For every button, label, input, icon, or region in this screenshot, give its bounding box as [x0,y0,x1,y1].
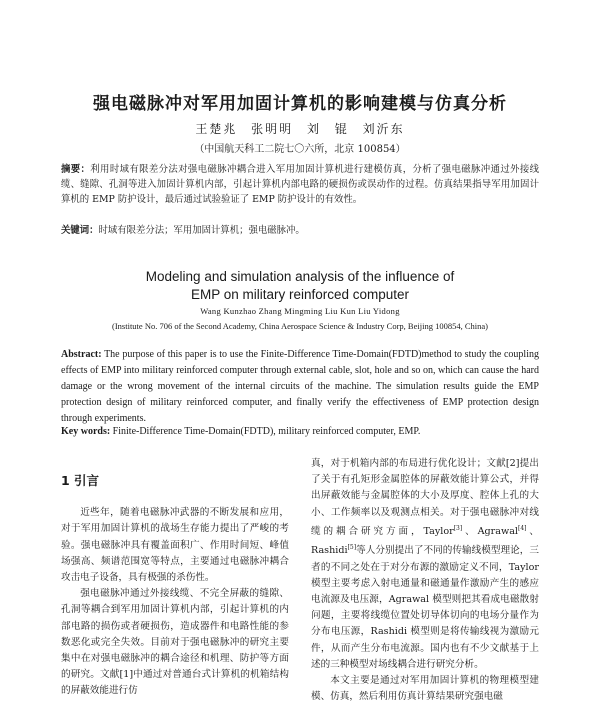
body-paragraph: 近些年，随着电磁脉冲武器的不断发展和应用，对于军用加固计算机的战场生存能力提出了严峻的考验。强电磁脉冲具有覆盖面积广、作用时间短、峰值场强高、频谱范围宽等特点，主要通过电磁脉冲耦合攻击电子设备，具有极强的杀伤性。 [61,507,289,584]
english-authors: Wang Kunzhao Zhang Mingming Liu Kun Liu Yidong [200,306,400,316]
english-title-line2: EMP on military reinforced computer [190,287,410,302]
body-paragraph: 强电磁脉冲通过外接线缆、不完全屏蔽的缝隙、孔洞等耦合到军用加固计算机内部，引起计算机的内部电路的损伤或者硬损伤，造成器件和电路性能的参数恶化或完全失效。目前对于强电磁脉冲的研究主要集中在对强电磁脉冲的耦合途径和机理、防护等方面的研究。文献[1]中通过对普通台式计算机的机箱结构的屏蔽效能进行仿 [61,588,289,697]
body-text: 、Rashidi [311,526,539,557]
chinese-keywords-text: 时域有限差分法；军用加固计算机；强电磁脉冲。 [98,225,305,236]
chinese-abstract-text: 利用时域有限差分法对强电磁脉冲耦合进入军用加固计算机进行建模仿真，分析了强电磁脉冲通过外接线缆、缝隙、孔洞等进入加固计算机内部，引起计算机内部电路的硬损伤或误动作的过程。仿真结果指导军用加固计算机的 EMP 防护设计，最后通过试验验证了 EMP 防护设计的有效性。 [61,164,539,205]
english-abstract-label: Abstract: [61,349,102,360]
english-title [0,268,600,304]
body-text: 真，对于机箱内部的布局进行优化设计；文献[2]提出了关于有孔矩形金属腔体的屏蔽效能计算公式，并得出屏蔽效能与金属腔体的大小及厚度、腔体上孔的大小、工作频率以及观测点相关。对于强电磁脉冲对线缆的耦合研究方面，Taylor [311,458,539,537]
english-keywords-label: Key words: [61,426,111,437]
body-paragraph: 本文主要是通过对军用加固计算机的物理模型建模、仿真，然后利用仿真计算结果研究强电磁 [311,675,539,703]
english-keywords-text: Finite-Difference Time-Domain(FDTD), military reinforced computer, EMP. [112,426,421,437]
chinese-title: 强电磁脉冲对军用加固计算机的影响建模与仿真分析 [93,94,507,114]
chinese-affiliation: （中国航天科工二院七〇六所，北京 100854） [194,144,406,155]
english-keywords [61,426,539,437]
chinese-authors: 王楚兆 张明明 刘 锟 刘沂东 [195,122,405,136]
chinese-keywords [61,222,539,236]
body-paragraph [311,456,539,673]
english-abstract [61,347,539,427]
citation-ref: [4] [517,524,527,532]
section-heading-introduction: 1 引言 [61,473,100,488]
english-title-line1: Modeling and simulation analysis of the influence of [145,269,455,284]
chinese-abstract-label: 摘要： [61,164,91,175]
chinese-abstract [61,162,539,207]
english-affiliation: (Institute No. 706 of the Second Academy, China Aerospace Science & Industry Corp, Beijing 100854, China) [112,321,488,331]
body-left-column [61,458,289,700]
english-abstract-text: The purpose of this paper is to use the Finite-Difference Time-Domain(FDTD)method to study the coupling effects of EMP into military reinforced computer through external cable, slot, hole and so on, which can cause the hard damage or the wrong movement of the internal circuits of the machine. The simulation results guide the EMP protection design of military reinforced computer, and finally verify the effectiveness of EMP protection design through experiments. [61,349,539,424]
chinese-keywords-label: 关键词： [61,225,99,236]
citation-ref: [3] [453,524,463,532]
body-text: 、Agrawal [462,526,518,537]
body-text: 等人分别提出了不同的传输线模型理论，三者的不同之处在于对分布源的激励定义不同，Taylor 模型主要考虑入射电通量和磁通量作激励产生的感应电流源及电压源，Agrawal 模型则把其看成电磁散射问题，主要将线缆位置处切导体切向的电场分量作为分布电压源，Rashidi 模型则是将传输线视为激励元件，从而产生分布电流源。国内也有不少文献基于上述的三种模型对场线耦合进行研究分析。 [311,545,539,670]
citation-ref: [5] [347,544,357,552]
body-right-column [311,456,539,705]
